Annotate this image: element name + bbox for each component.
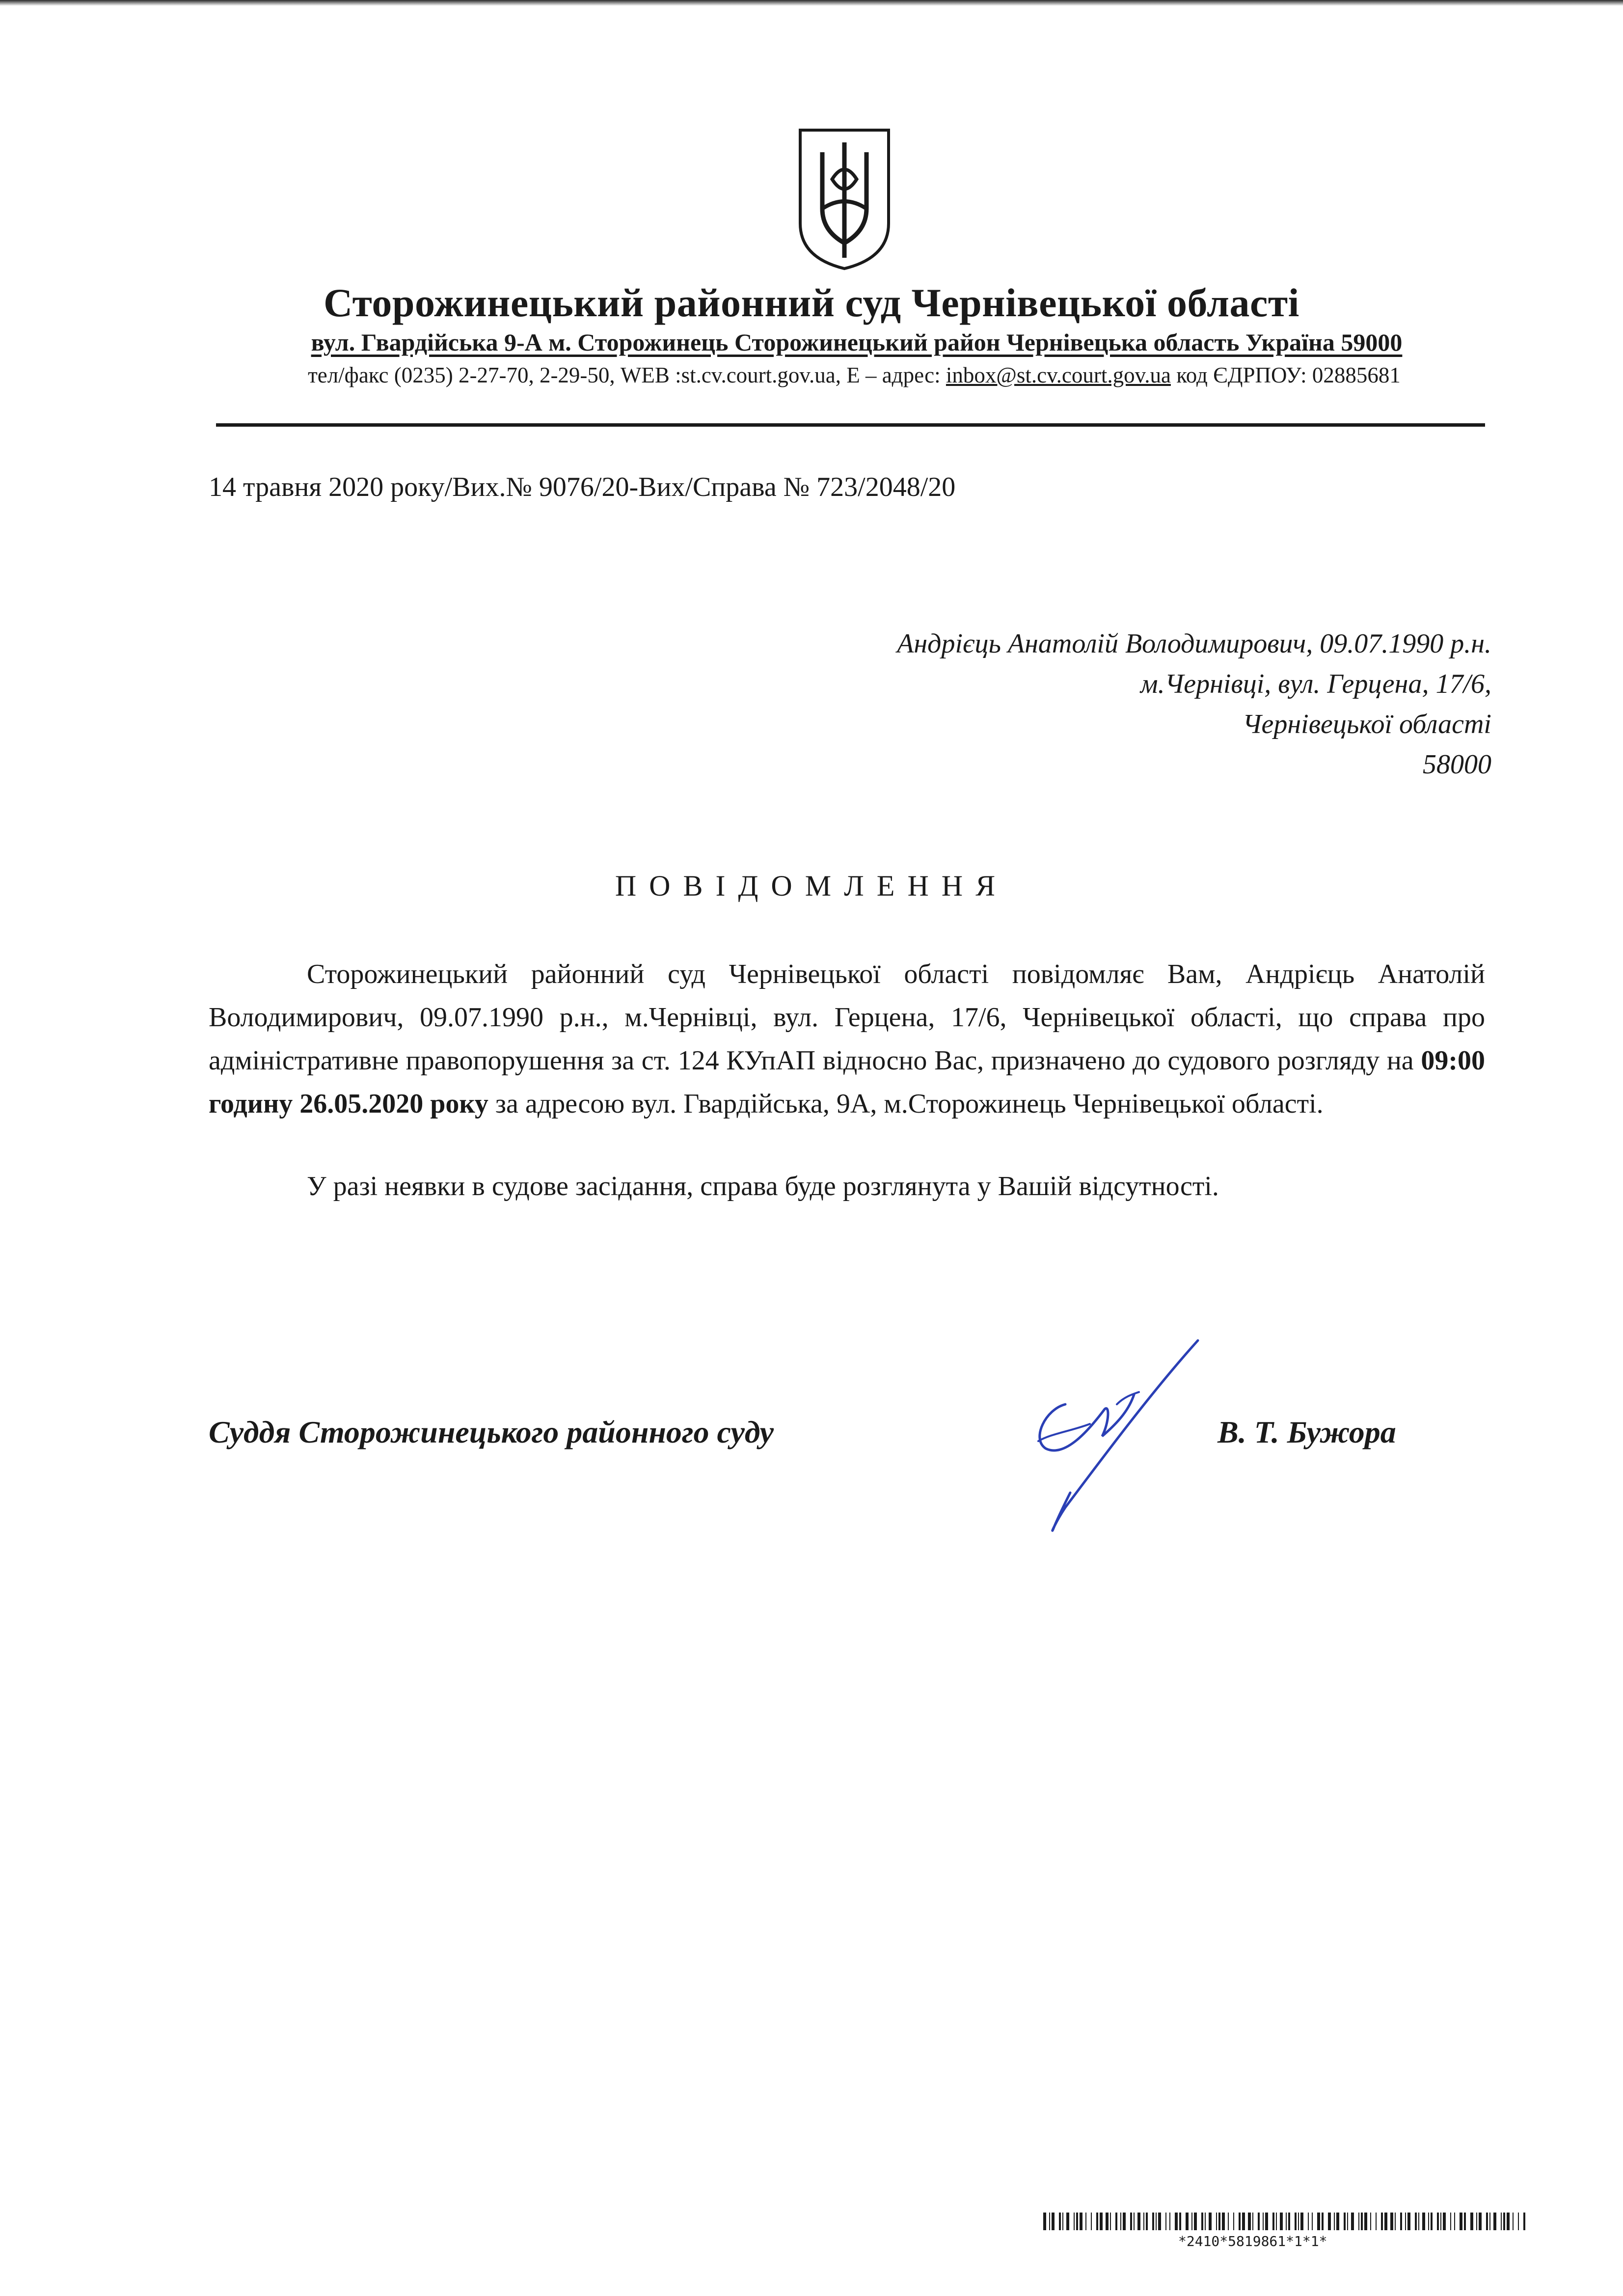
barcode-number: *2410*5819861*1*1* [1178, 2233, 1327, 2249]
barcode-bar [1130, 2213, 1132, 2230]
barcode-bar [1286, 2213, 1287, 2230]
barcode-bar [1194, 2213, 1197, 2230]
barcode-bar [1062, 2213, 1063, 2230]
barcode-bar [1486, 2213, 1488, 2230]
barcode-bar [1464, 2213, 1466, 2230]
barcode-bar [1110, 2213, 1111, 2230]
barcode-bar [1358, 2213, 1359, 2230]
outgoing-reference: 14 травня 2020 року/Вих.№ 9076/20-Вих/Справа № 723/2048/20 [209, 472, 956, 502]
barcode-bar [1205, 2213, 1206, 2230]
barcode-bar [1400, 2213, 1402, 2230]
barcode-bar [1052, 2213, 1055, 2230]
barcode-bar [1066, 2213, 1069, 2230]
barcode-bar [1076, 2213, 1078, 2230]
paragraph-absence: У разі неявки в судове засідання, справа буде розглянута у Вашій відсутності. [307, 1171, 1219, 1202]
barcode-bar [1209, 2213, 1212, 2230]
hearing-datetime: 09:00 годину 26.05.2020 року [209, 1045, 1485, 1119]
paragraph-notice [209, 953, 1485, 1125]
barcode-bar [1134, 2213, 1135, 2230]
barcode-bar [1175, 2213, 1178, 2230]
barcode-bar [1233, 2213, 1234, 2230]
barcode-bar [1179, 2213, 1181, 2230]
barcode-bar [1043, 2213, 1046, 2230]
barcode-bar [1489, 2213, 1490, 2230]
barcode-bar [1361, 2213, 1363, 2230]
barcode-bar [1370, 2213, 1371, 2230]
barcode-bar [1405, 2213, 1406, 2230]
email-link[interactable]: inbox@st.cv.court.gov.ua [946, 363, 1171, 387]
barcode-bar [1470, 2213, 1473, 2230]
barcode-bar [1376, 2213, 1377, 2230]
barcode-bar [1100, 2213, 1103, 2230]
barcode-bar [1407, 2213, 1410, 2230]
barcode-bar [1395, 2213, 1396, 2230]
barcode-bar [1218, 2213, 1220, 2230]
barcode-bar [1123, 2213, 1126, 2230]
signatory-name: В. Т. Бужора [1217, 1415, 1396, 1449]
barcode-bar [1228, 2213, 1229, 2230]
barcode-bar [1096, 2213, 1098, 2230]
barcode-bar [1156, 2213, 1157, 2230]
barcode-bar [1276, 2213, 1277, 2230]
barcode-bar [1351, 2213, 1354, 2230]
addressee-street: м.Чернівці, вул. Герцена, 17/6, [1140, 669, 1491, 699]
barcode-bar [1146, 2213, 1148, 2230]
barcode-bar [1381, 2213, 1383, 2230]
barcode-bar [1242, 2213, 1245, 2230]
barcode-bar [1152, 2213, 1154, 2230]
barcode-bar [1085, 2213, 1086, 2230]
barcode-bar [1165, 2213, 1166, 2230]
barcode-bar [1143, 2213, 1144, 2230]
barcode-bar [1222, 2213, 1225, 2230]
barcode-bar [1437, 2213, 1439, 2230]
signatory-role: Суддя Сторожинецького районного суду [209, 1415, 774, 1449]
barcode-bar [1288, 2213, 1290, 2230]
barcode-bar [1503, 2213, 1505, 2230]
barcode-bar [1344, 2213, 1346, 2230]
barcode-bar [1501, 2213, 1502, 2230]
barcode-bar [1295, 2213, 1297, 2230]
barcode-bar [1431, 2213, 1433, 2230]
barcode-bar [1115, 2213, 1117, 2230]
barcode [1043, 2213, 1529, 2230]
barcode-bar [1428, 2213, 1429, 2230]
barcode-bar [1298, 2213, 1299, 2230]
barcode-bar [1300, 2213, 1303, 2230]
barcode-bar [1347, 2213, 1348, 2230]
addressee-block [897, 624, 1491, 785]
barcode-bar [1415, 2213, 1417, 2230]
barcode-bar [1239, 2213, 1241, 2230]
barcode-bar [1334, 2213, 1335, 2230]
barcode-bar [1080, 2213, 1082, 2230]
court-name: Сторожинецький районний суд Чернівецької області [324, 280, 1299, 325]
barcode-bar [1091, 2213, 1092, 2230]
barcode-bar [1390, 2213, 1393, 2230]
barcode-bar [1317, 2213, 1320, 2230]
barcode-bar [1440, 2213, 1441, 2230]
barcode-bar [1201, 2213, 1203, 2230]
barcode-bar [1322, 2213, 1324, 2230]
barcode-bar [1106, 2213, 1109, 2230]
contacts-prefix: тел/факс (0235) 2-27-70, 2-29-50, WEB :st.cv.court.gov.ua, Е – адрес: [308, 363, 946, 387]
barcode-bar [1272, 2213, 1274, 2230]
barcode-bar [1336, 2213, 1339, 2230]
addressee-region: Чернівецької області [1242, 709, 1491, 739]
barcode-bar [1454, 2213, 1455, 2230]
addressee-name: Андрієць Анатолій Володимирович, 09.07.1990 р.н. [897, 629, 1491, 659]
barcode-bar [1493, 2213, 1496, 2230]
barcode-bar [1364, 2213, 1367, 2230]
barcode-bar [1328, 2213, 1331, 2230]
document-body [209, 953, 1485, 1247]
barcode-bar [1280, 2213, 1283, 2230]
barcode-bar [1169, 2213, 1170, 2230]
barcode-bar [1418, 2213, 1419, 2230]
barcode-bar [1523, 2213, 1525, 2230]
barcode-bar [1450, 2213, 1451, 2230]
barcode-bar [1513, 2213, 1514, 2230]
barcode-bar [1252, 2213, 1253, 2230]
coat-of-arms-icon [795, 125, 893, 273]
barcode-bar [1312, 2213, 1313, 2230]
document-title: ПОВІДОМЛЕННЯ [615, 870, 1008, 902]
barcode-bar [1518, 2213, 1519, 2230]
barcode-bar [1158, 2213, 1161, 2230]
barcode-bar [1191, 2213, 1192, 2230]
barcode-bar [1265, 2213, 1268, 2230]
scan-edge [0, 0, 1623, 6]
notice-text-start: Сторожинецький районний суд Чернівецької області повідомляє Вам, Андрієць Анатолій Володимирович, 09.07.1990 р.н., м.Чернівці, вул. Герцена, 17/6, Чернівецької області, що справа про адміністративне правопорушення за ст. 124 КУпАП відносно Вас, призначено до судового розгляду на [209, 959, 1485, 1076]
barcode-bar [1308, 2213, 1309, 2230]
barcode-bar [1263, 2213, 1264, 2230]
court-address: вул. Гвардійська 9-А м. Сторожинець Сторожинецький район Чернівецька область Україна 59000 [311, 328, 1403, 356]
barcode-bar [1479, 2213, 1482, 2230]
barcode-bar [1384, 2213, 1387, 2230]
barcode-bar [1074, 2213, 1075, 2230]
barcode-bar [1248, 2213, 1251, 2230]
notice-text-end: за адресою вул. Гвардійська, 9А, м.Сторожинець Чернівецької області. [488, 1089, 1324, 1119]
barcode-bar [1137, 2213, 1140, 2230]
contacts-suffix: код ЄДРПОУ: 02885681 [1170, 363, 1401, 387]
barcode-bar [1507, 2213, 1510, 2230]
barcode-bar [1186, 2213, 1189, 2230]
barcode-bar [1460, 2213, 1462, 2230]
barcode-bar [1422, 2213, 1425, 2230]
handwritten-signature [992, 1336, 1208, 1542]
addressee-postcode: 58000 [1423, 749, 1491, 780]
header-divider [216, 423, 1485, 427]
court-contacts [216, 362, 1492, 388]
barcode-bar [1476, 2213, 1477, 2230]
barcode-bar [1258, 2213, 1260, 2230]
barcode-bar [1216, 2213, 1217, 2230]
barcode-bar [1059, 2213, 1061, 2230]
barcode-bar [1443, 2213, 1446, 2230]
barcode-bar [1049, 2213, 1050, 2230]
barcode-bar [1120, 2213, 1121, 2230]
